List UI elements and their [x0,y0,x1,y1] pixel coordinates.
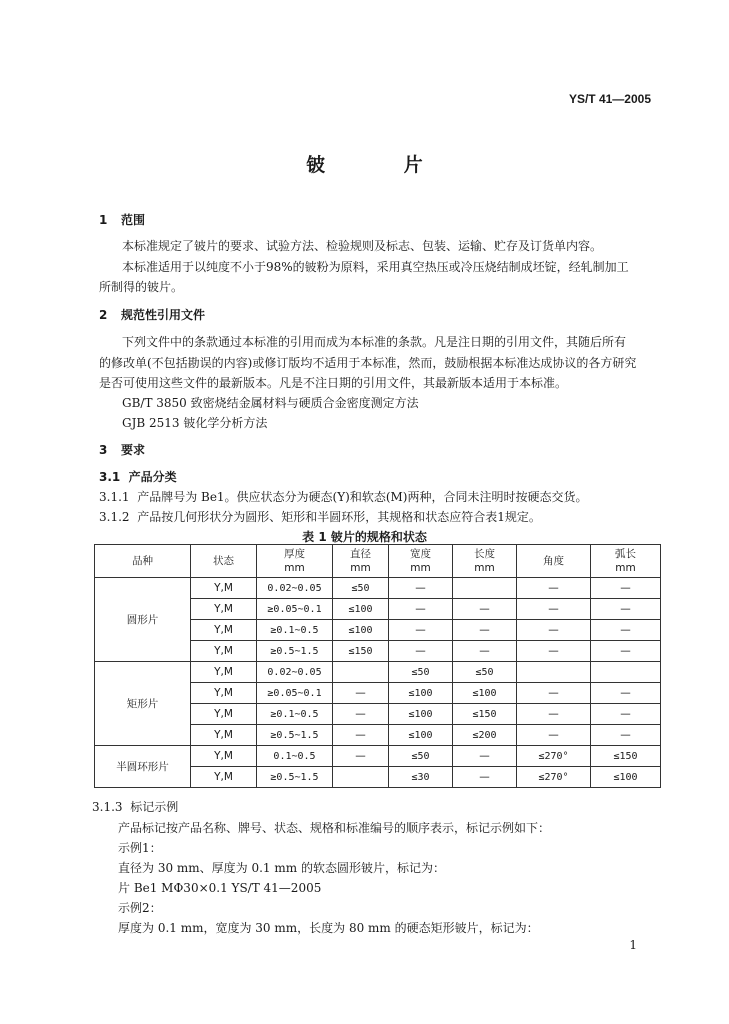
table-cell: ≤100 [591,767,661,788]
table-cell [517,662,591,683]
table-cell: — [333,746,389,767]
table-cell: — [517,641,591,662]
table-cell: — [453,767,517,788]
table-cell: ≤200 [453,725,517,746]
table-cell: — [389,578,453,599]
example-2-description: 厚度为 0.1 mm，宽度为 30 mm，长度为 80 mm 的硬态矩形铍片，标记为： [118,921,539,935]
table-cell: — [517,578,591,599]
table-cell: — [333,683,389,704]
table-cell: — [591,641,661,662]
spec-table [94,544,661,788]
table-cell: ≤50 [333,578,389,599]
table-cell: ≥0.05~0.1 [257,683,333,704]
header-state: 状态 [191,545,257,578]
section-1-para-2a: 本标准适用于以纯度不小于98%的铍粉为原料，采用真空热压或冷压烧结制成坯锭，经轧制加工 [122,260,629,274]
clause-3-1-1-text: 产品牌号为 Be1。供应状态分为硬态(Y)和软态(M)两种，合同未注明时按硬态交货。 [137,490,588,504]
variety-cell: 矩形片 [95,662,191,746]
table-cell: — [333,725,389,746]
table-cell [591,662,661,683]
table-cell: — [517,599,591,620]
table-cell: — [591,725,661,746]
header-variety: 品种 [95,545,191,578]
table-cell: — [453,620,517,641]
clause-3-1-2 [99,507,541,527]
table-cell: ≤100 [389,683,453,704]
section-2-para-1b: 的修改单(不包括勘误的内容)或修订版均不适用于本标准，然而，鼓励根据本标准达成协议的各方研究 [99,356,637,370]
clause-3-1-2-text: 产品按几何形状分为圆形、矩形和半圆环形，其规格和状态应符合表1规定。 [137,510,541,524]
table-cell: — [517,620,591,641]
section-1-para-1: 本标准规定了铍片的要求、试验方法、检验规则及标志、包装、运输、贮存及订货单内容。 [122,239,603,253]
header-width: 宽度 mm [389,545,453,578]
table-cell: — [453,746,517,767]
table-cell: ≤50 [389,746,453,767]
example-2-label: 示例2： [118,901,162,915]
table-cell: ≥0.5~1.5 [257,641,333,662]
table-cell: Y,M [191,725,257,746]
variety-cell: 圆形片 [95,578,191,662]
table-cell: 0.1~0.5 [257,746,333,767]
clause-3-1-3 [92,797,178,817]
section-3-1-number: 3.1 [99,470,121,484]
clause-3-1-1 [99,487,588,507]
table-cell: — [517,725,591,746]
section-2-para-1a: 下列文件中的条款通过本标准的引用而成为本标准的条款。凡是注日期的引用文件，其随后所有 [122,335,627,349]
section-3-number: 3 [99,443,108,457]
table-cell: — [389,641,453,662]
table-cell [333,767,389,788]
table-cell: 0.02~0.05 [257,662,333,683]
table-cell: ≥0.1~0.5 [257,620,333,641]
table-cell: Y,M [191,620,257,641]
section-2-heading [99,306,205,323]
table-row [95,662,661,683]
table-caption: 表 1 铍片的规格和状态 [302,530,427,544]
table-cell: — [591,704,661,725]
header-angle: 角度 [517,545,591,578]
table-cell: ≥0.1~0.5 [257,704,333,725]
table-cell [333,662,389,683]
table-cell [453,578,517,599]
table-cell: Y,M [191,599,257,620]
table-cell: ≤270° [517,767,591,788]
table-cell: ≤150 [453,704,517,725]
table-cell: — [333,704,389,725]
table-cell: ≥0.5~1.5 [257,725,333,746]
table-cell: Y,M [191,578,257,599]
section-3-heading [99,441,145,458]
header-arc: 弧长 mm [591,545,661,578]
section-1-para-2b: 所制得的铍片。 [99,280,184,294]
table-cell: ≤100 [333,620,389,641]
table-cell: Y,M [191,767,257,788]
clause-3-1-1-number: 3.1.1 [99,490,130,504]
table-header-row [95,545,661,578]
header-diameter: 直径 mm [333,545,389,578]
table-cell: Y,M [191,704,257,725]
section-3-1-heading [99,468,177,485]
table-cell: ≤150 [333,641,389,662]
example-1-label: 示例1： [118,841,162,855]
table-cell: — [591,620,661,641]
section-3-1-title: 产品分类 [128,470,177,484]
table-cell: ≤50 [453,662,517,683]
standard-number: YS/T 41—2005 [568,92,651,106]
clause-3-1-2-number: 3.1.2 [99,510,130,524]
header-thickness: 厚度 mm [257,545,333,578]
table-cell: Y,M [191,641,257,662]
reference-2: GJB 2513 铍化学分析方法 [122,416,268,430]
table-cell: 0.02~0.05 [257,578,333,599]
clause-3-1-3-intro: 产品标记按产品名称、牌号、状态、规格和标准编号的顺序表示，标记示例如下： [118,821,551,835]
table-cell: ≥0.5~1.5 [257,767,333,788]
page-number: 1 [629,938,637,952]
example-1-mark: 片 Be1 MΦ30×0.1 YS/T 41—2005 [118,881,322,895]
table-cell: — [453,599,517,620]
table-row [95,746,661,767]
variety-cell: 半圆环形片 [95,746,191,788]
table-cell: ≤50 [389,662,453,683]
table-cell: — [389,620,453,641]
table-cell: ≥0.05~0.1 [257,599,333,620]
page-title: 铍 片 [306,154,459,176]
table-cell: — [591,599,661,620]
table-cell: ≤100 [453,683,517,704]
table-cell: — [389,599,453,620]
table-cell: ≤150 [591,746,661,767]
section-2-para-1c: 是否可使用这些文件的最新版本。凡是不注日期的引用文件，其最新版本适用于本标准。 [99,376,568,390]
table-cell: Y,M [191,662,257,683]
table-cell: ≤100 [333,599,389,620]
section-1-heading [99,211,145,228]
table-cell: Y,M [191,683,257,704]
table-cell: ≤100 [389,725,453,746]
section-1-title: 范围 [121,213,146,227]
clause-3-1-3-number: 3.1.3 [92,800,123,814]
example-1-description: 直径为 30 mm、厚度为 0.1 mm 的软态圆形铍片，标记为： [118,861,445,875]
table-cell: — [591,578,661,599]
table-cell: — [517,704,591,725]
clause-3-1-3-title: 标记示例 [130,800,179,814]
section-2-number: 2 [99,308,108,322]
section-2-title: 规范性引用文件 [121,308,206,322]
table-cell: ≤100 [389,704,453,725]
section-3-title: 要求 [121,443,146,457]
table-cell: — [517,683,591,704]
table-cell: — [453,641,517,662]
table-cell: Y,M [191,746,257,767]
table-cell: ≤30 [389,767,453,788]
section-1-number: 1 [99,213,108,227]
table-cell: — [591,683,661,704]
table-row [95,578,661,599]
reference-1: GB/T 3850 致密烧结金属材料与硬质合金密度测定方法 [122,396,419,410]
header-length: 长度 mm [453,545,517,578]
table-cell: ≤270° [517,746,591,767]
